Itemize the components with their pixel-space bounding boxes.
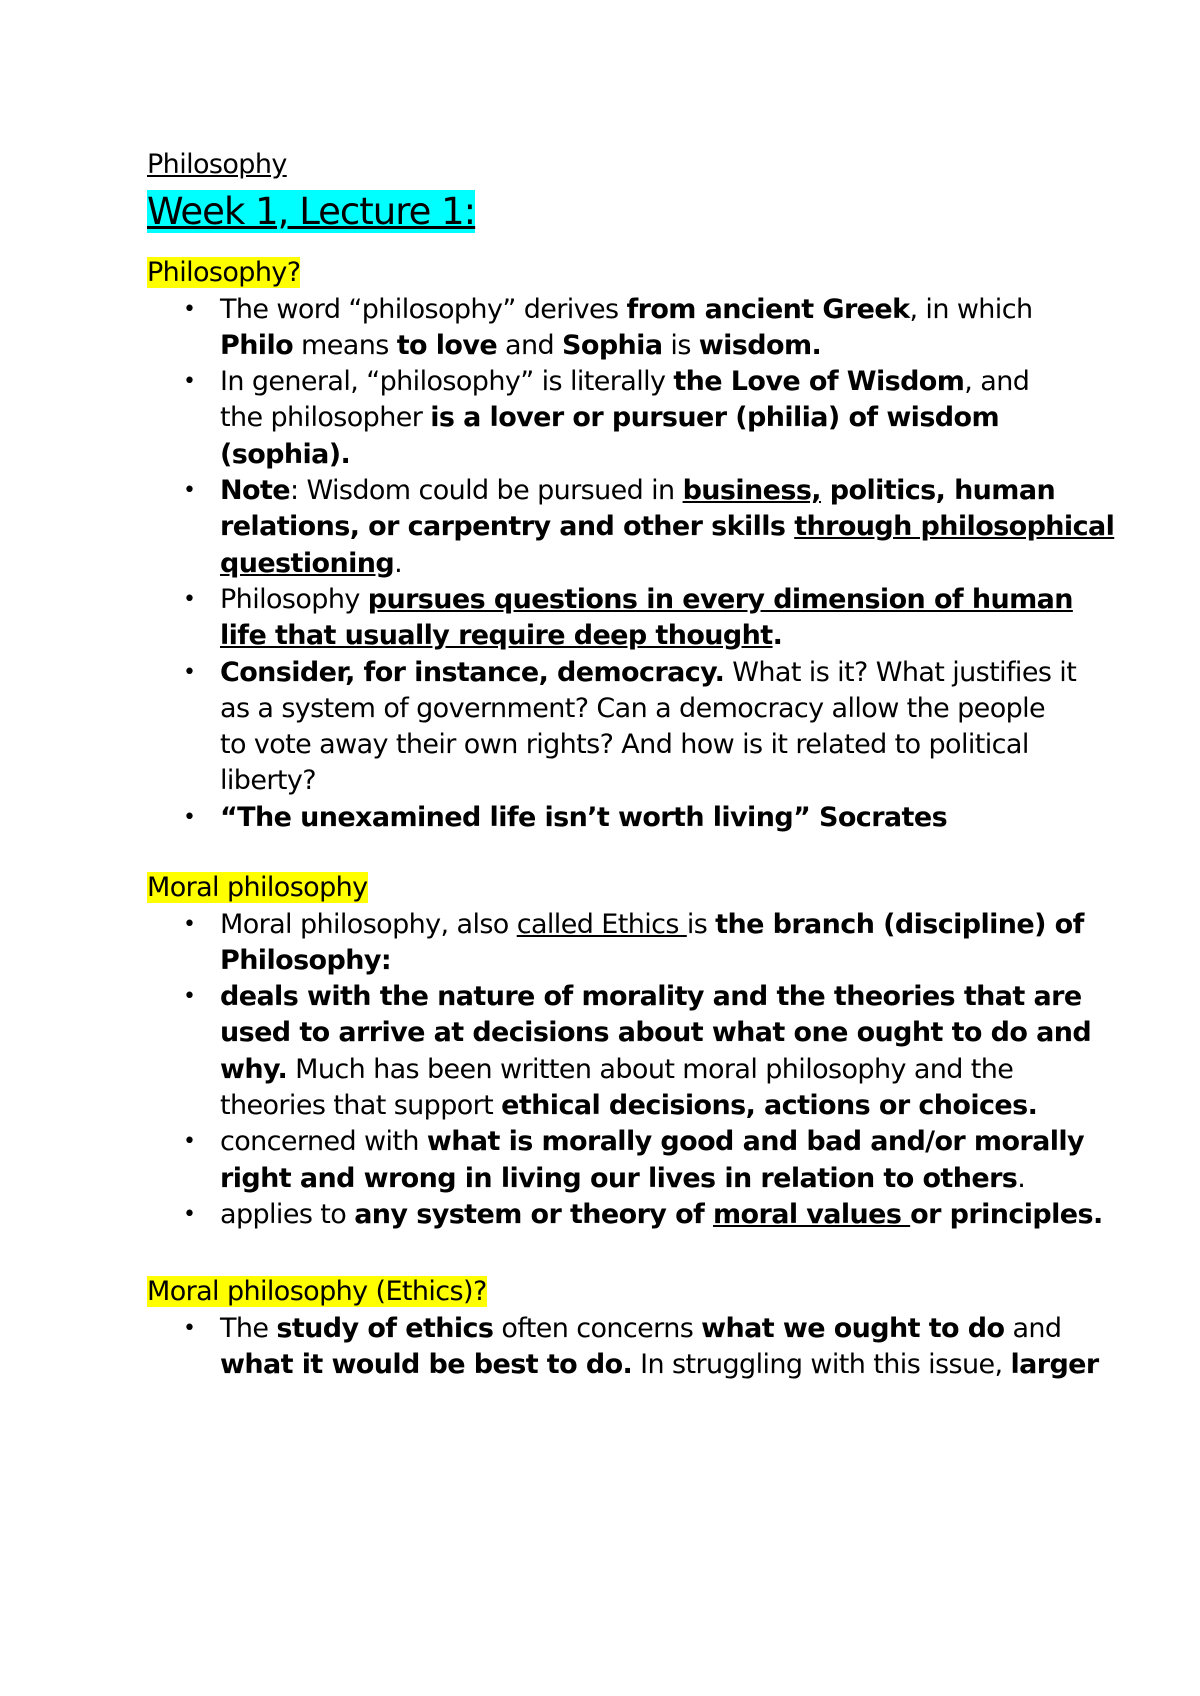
text-run: , in which	[909, 293, 1033, 325]
text-run: used to arrive at decisions about what one ought to do and	[220, 1017, 1092, 1049]
bullet-line	[220, 1195, 1103, 1235]
section-heading	[147, 868, 368, 908]
text-run: why.	[220, 1053, 288, 1085]
bullet-line	[220, 977, 1082, 1017]
section-heading-text: Moral philosophy	[147, 872, 368, 903]
bullet-line	[220, 1122, 1084, 1162]
text-run: What is it? What justifies it	[724, 656, 1077, 688]
text-run: the philosopher	[220, 402, 431, 434]
bullet-line	[220, 362, 1029, 402]
text-run: ethical decisions, actions or choices.	[501, 1090, 1038, 1121]
bullet-line	[220, 435, 350, 475]
text-run: and	[1004, 1312, 1062, 1344]
text-run: Philo	[220, 329, 294, 361]
text-run: right and wrong in living our lives in relation to others	[220, 1162, 1018, 1194]
text-run: what we ought to do	[701, 1312, 1005, 1344]
course-title: Philosophy	[147, 149, 287, 180]
bullet-line	[220, 471, 1055, 511]
text-run: as a system of government? Can a democracy allow the people	[220, 692, 1046, 724]
text-run: any system or theory of	[354, 1198, 713, 1230]
text-run: often concerns	[493, 1312, 702, 1344]
bullet-line	[220, 798, 947, 838]
bullet-marker: •	[183, 369, 196, 395]
text-run: through philosophical	[794, 511, 1115, 543]
bullet-marker: •	[183, 478, 196, 503]
text-run: Consider, for instance, democracy.	[220, 656, 725, 688]
bullet-marker: •	[183, 659, 196, 685]
text-run: .	[394, 547, 403, 579]
bullet-line	[220, 616, 782, 656]
text-run: “The unexamined life isn’t worth living” Socrates	[220, 801, 948, 833]
text-run: concerned with	[220, 1126, 427, 1158]
bullet-line	[220, 905, 1084, 945]
text-run: Philosophy:	[220, 944, 392, 976]
section-heading-text: Moral philosophy (Ethics)?	[147, 1276, 487, 1307]
text-run: Note	[220, 475, 290, 506]
bullet-line	[220, 1086, 1037, 1126]
section-heading	[147, 253, 300, 293]
bullet-marker: •	[183, 1129, 196, 1155]
text-run: the Love of Wisdom	[673, 366, 965, 398]
bullet-marker: •	[183, 984, 196, 1010]
text-run: .	[1017, 1162, 1026, 1194]
text-run: is	[662, 329, 699, 361]
bullet-line	[220, 1050, 1013, 1090]
text-run: applies to	[220, 1198, 355, 1230]
text-run: from ancient Greek	[626, 293, 910, 325]
text-run: liberty?	[220, 765, 316, 797]
text-run: is a lover or pursuer (philia) of wisdom	[430, 402, 1000, 434]
bullet-marker: •	[183, 1201, 196, 1227]
text-run: the branch (discipline) of	[715, 908, 1084, 940]
bullet-line	[220, 398, 999, 438]
bullet-line	[220, 941, 391, 981]
text-run: is	[686, 908, 716, 940]
bullet-line	[220, 290, 1032, 330]
text-run: what is morally good and bad and/or morally	[426, 1126, 1085, 1158]
text-run: .	[772, 620, 783, 652]
text-run: questioning	[220, 547, 395, 579]
text-run: study of ethics	[276, 1312, 494, 1344]
bullet-marker: •	[183, 1315, 196, 1341]
text-run: The word “philosophy” derives	[220, 293, 627, 325]
bullet-line	[220, 1159, 1025, 1199]
bullet-line	[220, 1345, 1099, 1385]
text-run: (sophia).	[220, 438, 351, 470]
lecture-title-text: Week 1, Lecture 1:	[147, 190, 476, 233]
text-run: In general, “philosophy” is literally	[220, 366, 674, 398]
bullet-line	[220, 761, 316, 801]
bullet-marker: •	[183, 804, 196, 830]
text-run: or principles.	[910, 1198, 1103, 1230]
text-run: Sophia	[562, 329, 663, 361]
bullet-line	[220, 544, 402, 584]
bullet-line	[220, 580, 1073, 620]
text-run: to love	[396, 329, 498, 361]
bullet-marker: •	[183, 911, 196, 937]
section-heading-text: Philosophy?	[147, 257, 301, 288]
text-run: life that usually require deep thought	[220, 620, 773, 652]
text-run: The	[220, 1312, 277, 1344]
text-run: Much has been written about moral philosophy and the	[287, 1053, 1014, 1085]
text-run: business,	[682, 475, 821, 506]
text-run: moral values	[713, 1198, 911, 1230]
text-run: what it would be best to do.	[220, 1348, 633, 1380]
text-run: larger	[1010, 1348, 1099, 1380]
text-run: called Ethics	[516, 908, 687, 940]
bullet-marker: •	[183, 296, 196, 322]
bullet-line	[220, 507, 1114, 547]
text-run: and	[497, 329, 563, 361]
text-run: politics, human	[820, 475, 1056, 506]
text-run: , and	[964, 366, 1030, 398]
section-heading	[147, 1272, 487, 1312]
bullet-line	[220, 326, 821, 366]
bullet-line	[220, 1309, 1061, 1349]
text-run: : Wisdom could be pursued in	[289, 475, 683, 506]
bullet-line	[220, 725, 1029, 765]
text-run: deals with the nature of morality and the theories that are	[220, 981, 1082, 1013]
text-run: relations, or carpentry and other skills	[220, 511, 795, 543]
bullet-marker: •	[183, 586, 196, 612]
bullet-line	[220, 1013, 1091, 1053]
text-run: to vote away their own rights? And how is it related to political	[220, 729, 1029, 761]
bullet-line	[220, 653, 1076, 693]
bullet-line	[220, 689, 1045, 729]
text-run: means	[293, 329, 397, 361]
text-run: wisdom.	[698, 329, 822, 361]
lecture-title	[147, 188, 475, 236]
text-run: Philosophy	[220, 583, 368, 615]
text-run: theories that support	[220, 1090, 502, 1121]
text-run: In struggling with this issue,	[632, 1348, 1011, 1380]
text-run: Moral philosophy, also	[220, 908, 517, 940]
text-run: pursues questions in every dimension of human	[367, 583, 1073, 615]
